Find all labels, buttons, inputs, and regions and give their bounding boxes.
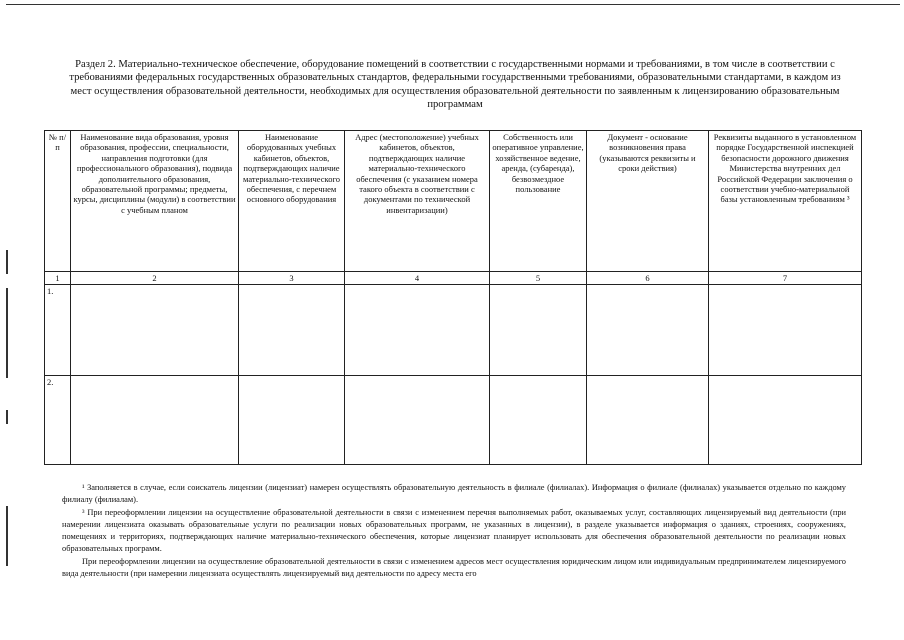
table-row	[45, 285, 862, 376]
header-cell-number: № п/п	[45, 131, 71, 272]
column-number: 7	[709, 272, 862, 285]
header-cell-gibdd: Реквизиты выданного в установленном порядке Государственной инспекцией безопасности дорожного движения Министерства внутренних дел Российской Федерации заключения о соответствии учебно-материальной базы установленным требованиям ³	[709, 131, 862, 272]
table-cell[interactable]	[239, 376, 345, 465]
header-cell-education-type: Наименование вида образования, уровня образования, профессии, специальности, направления подготовки (для профессионального образования), подвида дополнительного образования, образовательной программы; предметы, курсы, дисциплины (модули) в соответствии с учебным планом	[71, 131, 239, 272]
table-cell[interactable]	[490, 376, 587, 465]
column-number-row	[45, 272, 862, 285]
header-cell-address: Адрес (местоположение) учебных кабинетов, объектов, подтверждающих наличие материально-технического обеспечения (с указанием номера такого объекта в соответствии с документами по технической инвентаризации)	[345, 131, 490, 272]
table-header-row	[45, 131, 862, 272]
footnote-1: ¹ Заполняется в случае, если соискатель лицензии (лицензиат) намерен осуществлять образовательную деятельность в филиале (филиалах). Информация о филиале (филиалах) указывается отдельно по каждому филиалу (филиалам).	[62, 483, 846, 505]
column-number: 2	[71, 272, 239, 285]
table-cell[interactable]	[709, 376, 862, 465]
table-cell[interactable]	[709, 285, 862, 376]
column-number: 6	[587, 272, 709, 285]
footnote-continuation: При переоформлении лицензии на осуществление образовательной деятельности в связи с изменением адресов мест осуществления юридическим лицом или индивидуальным предпринимателем лицензируемого вида деятельности (при намерении лицензиата осуществлять лицензируемый вид деятельности по адресу места его	[62, 556, 846, 579]
table-cell[interactable]	[490, 285, 587, 376]
table-cell[interactable]	[345, 285, 490, 376]
column-number: 4	[345, 272, 490, 285]
table-cell[interactable]	[71, 376, 239, 465]
material-base-table	[44, 130, 862, 465]
table-cell[interactable]	[71, 285, 239, 376]
column-number: 1	[45, 272, 71, 285]
row-number: 1.	[45, 285, 71, 376]
header-cell-rooms: Наименование оборудованных учебных кабинетов, объектов, подтверждающих наличие материально-технического обеспечения, с перечнем основного оборудования	[239, 131, 345, 272]
column-number: 3	[239, 272, 345, 285]
table-row	[45, 376, 862, 465]
table-cell[interactable]	[587, 285, 709, 376]
table-cell[interactable]	[587, 376, 709, 465]
header-cell-ownership: Собственность или оперативное управление, хозяйственное ведение, аренда, (субаренда), безвозмездное пользование	[490, 131, 587, 272]
footnotes	[62, 482, 846, 580]
header-cell-document: Документ - основание возникновения права (указываются реквизиты и сроки действия)	[587, 131, 709, 272]
section-title: Раздел 2. Материально-техническое обеспечение, оборудование помещений в соответствии с государственными нормами и требованиями, в том числе в соответствии с требованиями федеральных государственных образовательных стандартов, федеральными государственными требованиями, образовательными стандартами, в каждом из мест осуществления образовательной деятельности, необходимых для осуществления образовательной деятельности по заявленным к лицензированию образовательным программам	[69, 59, 841, 111]
footnote-3: ³ При переоформлении лицензии на осуществление образовательной деятельности в связи с изменением перечня выполняемых работ, оказываемых услуг, составляющих лицензируемый вид деятельности (при намерении лицензиата оказывать образовательные услуги по реализации новых образовательных программ, не указанных в лицензии), в разделе указывается информация о зданиях, строениях, сооружениях, помещениях и территориях, подтверждающих наличие материально-технического обеспечения, которые лицензиат планирует использовать для обеспечения образовательной деятельности по реализации новых образовательных программ.	[62, 507, 846, 554]
table-cell[interactable]	[239, 285, 345, 376]
row-number: 2.	[45, 376, 71, 465]
column-number: 5	[490, 272, 587, 285]
top-border-line	[6, 4, 900, 5]
scan-margin-marks	[6, 250, 10, 580]
table-cell[interactable]	[345, 376, 490, 465]
